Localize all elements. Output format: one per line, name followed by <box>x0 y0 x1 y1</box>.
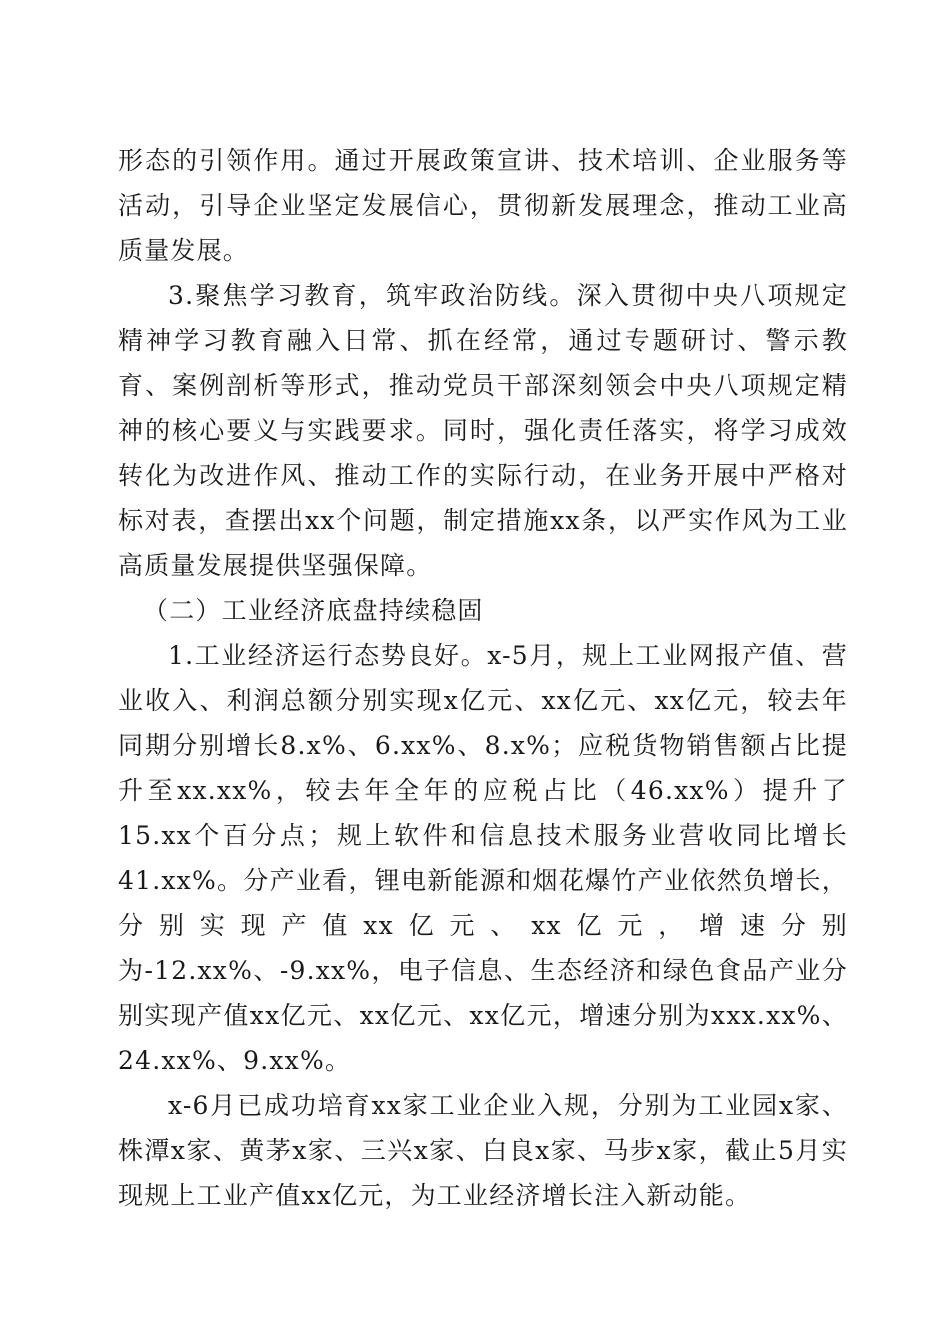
paragraph-enterprise-cultivation: x-6月已成功培育xx家工业企业入规，分别为工业园x家、株潭x家、黄茅x家、三兴x家、白良x家、马步x家，截止5月实现规上工业产值xx亿元，为工业经济增长注入新动能。 <box>118 1091 848 1210</box>
section-heading: （二）工业经济底盘持续稳固 <box>143 596 484 625</box>
paragraph-continued: 形态的引领作用。通过开展政策宣讲、技术培训、企业服务等活动，引导企业坚定发展信心，贯彻新发展理念，推动工业高质量发展。 <box>118 146 848 265</box>
paragraph-study-education: 3.聚焦学习教育，筑牢政治防线。深入贯彻中央八项规定精神学习教育融入日常、抓在经常，通过专题研讨、警示教育、案例剖析等形式，推动党员干部深刻领会中央八项规定精神的核心要义与实践要求。同时，强化责任落实，将学习成效转化为改进作风、推动工作的实际行动，在业务开展中严格对标对表，查摆出xx个问题，制定措施xx条，以严实作风为工业高质量发展提供坚强保障。 <box>118 281 848 580</box>
paragraph-economic-operation: 1.工业经济运行态势良好。x-5月，规上工业网报产值、营业收入、利润总额分别实现x亿元、xx亿元、xx亿元，较去年同期分别增长8.x%、6.xx%、8.x%；应税货物销售额占比提升至xx.xx%，较去年全年的应税占比（46.xx%）提升了15.xx个百分点；规上软件和信息技术服务业营收同比增长41.xx%。分产业看，锂电新能源和烟花爆竹产业依然负增长，分别实现产值xx亿元、xx亿元，增速分别为-12.xx%、-9.xx%，电子信息、生态经济和绿色食品产业分别实现产值xx亿元、xx亿元、xx亿元，增速分别为xxx.xx%、24.xx%、9.xx%。 <box>118 641 848 1075</box>
document-body <box>118 138 848 1218</box>
